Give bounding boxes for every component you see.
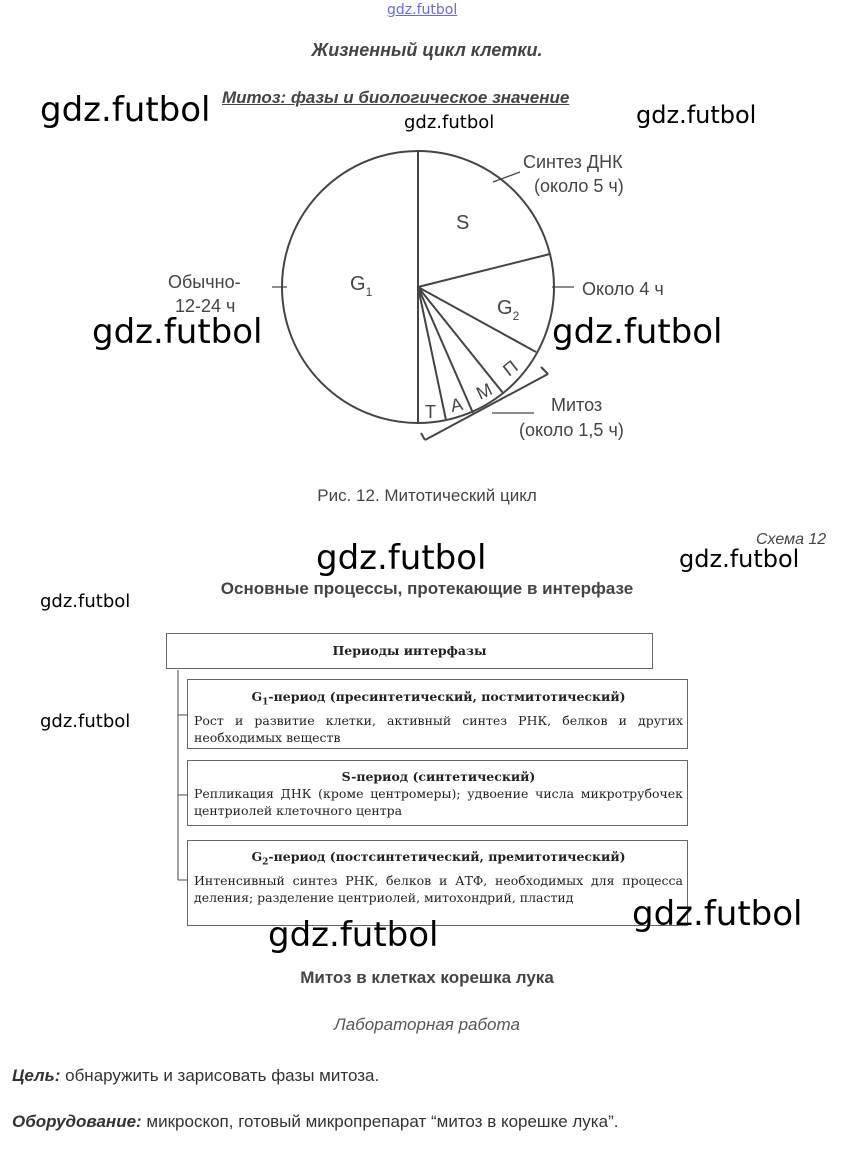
watermark: gdz.futbol xyxy=(40,591,131,612)
figure-caption: Рис. 12. Митотический цикл xyxy=(317,486,537,505)
watermark: gdz.futbol xyxy=(92,312,263,352)
s-period-text: Репликация ДНК (кроме центромеры); удвоение числа микротрубочек центриолей клеточного центра xyxy=(194,786,683,818)
lab-subtitle: Лабораторная работа xyxy=(334,1015,520,1034)
mitosis-time-label: (около 1,5 ч) xyxy=(519,420,624,440)
equipment-line xyxy=(12,1112,618,1132)
watermark: gdz.futbol xyxy=(636,101,757,129)
watermark: gdz.futbol xyxy=(552,312,723,352)
svg-text:G1: $G_1$ xyxy=(350,273,373,299)
g2-period-box xyxy=(187,840,688,926)
sector-p-label: П xyxy=(499,356,522,381)
scheme-title: Основные процессы, протекающие в интерфазе xyxy=(220,579,634,598)
svg-text:G2: $G_2$ xyxy=(497,297,520,323)
g2-period-heading: $G_2$-период (постсинтетический, премитотический) xyxy=(251,849,626,868)
watermark: gdz.futbol xyxy=(40,90,211,130)
equipment-text: микроскоп, готовый микропрепарат “митоз в корешке лука”. xyxy=(141,1112,619,1131)
watermark: gdz.futbol xyxy=(404,112,495,133)
watermark: gdz.futbol xyxy=(268,915,439,955)
sector-a-label: А xyxy=(448,393,465,416)
sector-m-label: М xyxy=(473,379,496,404)
watermark: gdz.futbol xyxy=(40,711,131,732)
g1-period-heading: $G_1$-период (пресинтетический, постмитотический) xyxy=(251,689,626,708)
sector-t-label: Т xyxy=(425,402,436,422)
watermark: gdz.futbol xyxy=(679,545,800,573)
sector-s-label: S xyxy=(456,212,470,234)
watermark: gdz.futbol xyxy=(632,894,803,934)
goal-line xyxy=(12,1066,379,1086)
dna-synthesis-time: (около 5 ч) xyxy=(534,176,624,196)
goal-label: Цель: xyxy=(12,1066,61,1085)
sector-g1-label: G xyxy=(350,273,366,295)
g2-time-label: Около 4 ч xyxy=(582,279,664,299)
g1-period-text: Рост и развитие клетки, активный синтез РНК, белков и других необходимых веществ xyxy=(194,712,683,745)
s-period-heading: S-период (синтетический) xyxy=(341,769,536,784)
periods-title: Периоды интерфазы xyxy=(332,643,487,658)
sector-g2-label: G xyxy=(497,297,513,319)
g1-period-box xyxy=(187,679,688,749)
g2-period-text: Интенсивный синтез РНК, белков и АТФ, необходимых для процесса деления; разделение центриолей, митохондрий, пластид xyxy=(194,872,683,905)
section-subtitle: Митоз: фазы и биологическое значение xyxy=(222,88,570,107)
page-title: Жизненный цикл клетки. xyxy=(311,40,543,60)
scheme-number: Схема 12 xyxy=(756,531,827,548)
periods-box xyxy=(166,633,653,669)
mitosis-label: Митоз xyxy=(551,395,603,415)
g1-time-label-2: 12-24 ч xyxy=(175,296,236,316)
goal-text: обнаружить и зарисовать фазы митоза. xyxy=(60,1066,380,1085)
g1-time-label-1: Обычно- xyxy=(168,272,241,292)
s-period-box xyxy=(187,760,688,826)
top-link[interactable]: gdz.futbol xyxy=(387,2,458,18)
dna-synthesis-label: Синтез ДНК xyxy=(523,152,623,172)
lab-title: Митоз в клетках корешка лука xyxy=(300,968,554,987)
equipment-label: Оборудование: xyxy=(12,1112,142,1131)
watermark: gdz.futbol xyxy=(316,538,487,578)
